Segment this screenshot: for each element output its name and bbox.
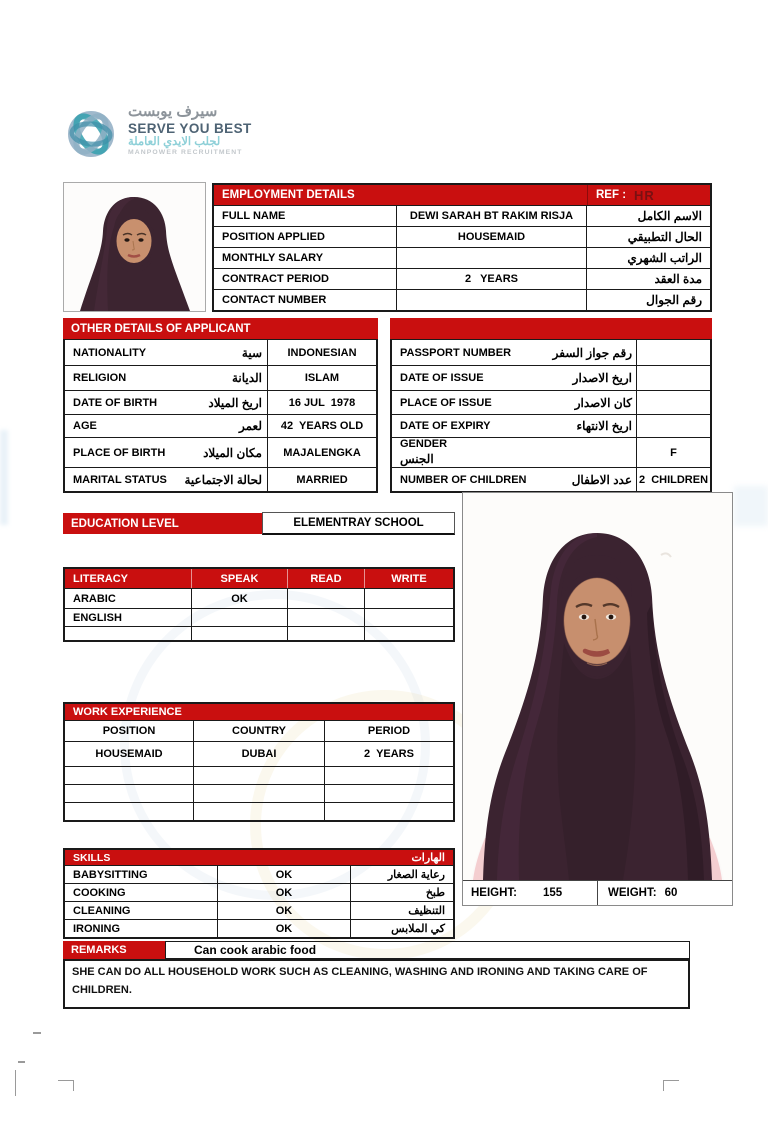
logo-arabic-tagline: لجلب الايدي العاملة <box>128 135 221 148</box>
table-row <box>392 414 710 437</box>
table-row <box>65 901 453 919</box>
field-label: FULL NAME <box>214 206 397 226</box>
column-header: PERIOD <box>367 725 411 737</box>
column-header: SPEAK <box>192 569 288 588</box>
section-title: SKILLS <box>73 851 111 864</box>
field-value: 42 YEARS OLD <box>280 420 364 432</box>
field-label: PASSPORT NUMBER <box>400 346 512 359</box>
scan-mark <box>33 1032 41 1034</box>
column-header-row <box>65 720 453 741</box>
field-label: DATE OF BIRTH <box>73 396 158 409</box>
table-row <box>392 365 710 390</box>
table-row <box>65 365 376 390</box>
field-value: F <box>670 446 677 459</box>
crop-mark <box>58 1080 74 1091</box>
field-label-arabic: كان الاصدار <box>574 395 632 410</box>
education-label: EDUCATION LEVEL <box>71 517 179 530</box>
field-label: NATIONALITY <box>73 346 147 359</box>
column-header: LITERACY <box>65 569 192 588</box>
cell <box>325 803 453 820</box>
table-row <box>65 802 453 820</box>
field-label: PLACE OF ISSUE <box>400 396 492 409</box>
field-label-arabic: اريخ الاصدار <box>572 371 632 385</box>
field-label: DATE OF EXPIRY <box>400 420 491 432</box>
field-value: 2 YEARS <box>397 269 587 289</box>
cell <box>288 627 365 640</box>
logo-arabic-name: سيرف يوبست <box>128 103 218 120</box>
field-label: NUMBER OF CHILDREN <box>400 473 527 486</box>
table-row <box>65 467 376 491</box>
field-label: MONTHLY SALARY <box>214 248 397 268</box>
cell <box>65 785 194 802</box>
field-label-arabic: الاسم الكامل <box>637 209 702 223</box>
table-row <box>65 340 376 365</box>
literacy-header-row <box>65 569 453 588</box>
field-value: DEWI SARAH BT RAKIM RISJA <box>397 206 587 226</box>
cell: HOUSEMAID <box>65 742 194 766</box>
scan-mark <box>15 1070 16 1096</box>
table-row <box>65 437 376 467</box>
height-label: HEIGHT: <box>471 887 517 899</box>
cell: OK <box>192 589 288 608</box>
field-label: CONTRACT PERIOD <box>214 269 397 289</box>
crop-mark <box>663 1080 679 1091</box>
field-label: DATE OF ISSUE <box>400 372 484 384</box>
scan-smudge <box>0 430 8 525</box>
literacy-table <box>63 567 455 642</box>
table-row <box>392 340 710 365</box>
field-value: MARRIED <box>296 473 348 486</box>
field-value: HOUSEMAID <box>397 227 587 247</box>
skill-label: COOKING <box>65 884 218 901</box>
cell: DUBAI <box>194 742 325 766</box>
field-label: MARITAL STATUS <box>73 473 167 486</box>
column-header: WRITE <box>391 572 427 585</box>
field-label-arabic: الحال التطبيقي <box>627 230 702 244</box>
table-row <box>65 766 453 784</box>
table-row <box>392 437 710 467</box>
work-experience-header <box>65 704 453 720</box>
scan-mark <box>18 1061 25 1063</box>
cell <box>288 609 365 626</box>
field-label-arabic: لحالة الاجتماعية <box>184 472 262 487</box>
field-label: RELIGION <box>73 372 127 384</box>
cell <box>365 589 453 608</box>
skill-label: CLEANING <box>65 902 218 919</box>
ref-label: REF : <box>596 189 627 201</box>
column-header: POSITION <box>65 721 194 741</box>
skill-value: OK <box>218 902 351 919</box>
other-details-header-right <box>390 318 712 339</box>
skill-label-arabic: التنظيف <box>408 905 445 917</box>
column-header: READ <box>288 569 365 588</box>
other-details-title: OTHER DETAILS OF APPLICANT <box>71 322 251 335</box>
field-label-arabic: الديانة <box>231 371 262 385</box>
cell <box>288 589 365 608</box>
cell: ENGLISH <box>65 609 192 626</box>
height-value: 155 <box>543 887 563 899</box>
skill-label-arabic: طبخ <box>425 887 445 899</box>
remarks-header <box>63 941 690 959</box>
remarks-label: REMARKS <box>63 941 165 959</box>
field-value <box>637 415 710 437</box>
field-value <box>637 366 710 390</box>
cell <box>325 785 453 802</box>
table-row <box>65 608 453 626</box>
table-row <box>214 205 710 226</box>
cell <box>194 767 325 784</box>
field-label: PLACE OF BIRTH <box>73 446 166 459</box>
employment-title: EMPLOYMENT DETAILS <box>222 189 355 201</box>
applicant-photo-panel <box>462 492 733 906</box>
table-row <box>392 390 710 414</box>
field-label: CONTACT NUMBER <box>214 290 397 310</box>
table-row <box>65 784 453 802</box>
agency-logo <box>64 104 252 167</box>
field-label-arabic: رقم الجوال <box>646 293 702 307</box>
field-label: AGE <box>73 420 97 432</box>
ref-value: HR <box>634 187 655 203</box>
scan-smudge <box>734 486 768 526</box>
skills-table <box>63 848 455 939</box>
column-header: COUNTRY <box>194 721 325 741</box>
field-label-arabic: الراتب الشهري <box>627 251 702 265</box>
cell: 2 YEARS <box>364 748 414 760</box>
table-row <box>214 226 710 247</box>
other-details-header <box>63 318 378 339</box>
field-label-arabic: رقم جواز السفر <box>552 345 632 360</box>
skill-value: OK <box>218 866 351 883</box>
table-row <box>214 268 710 289</box>
skill-label: BABYSITTING <box>65 866 218 883</box>
remarks-body <box>63 959 690 1009</box>
field-label-arabic: سية <box>241 345 262 360</box>
field-label: POSITION APPLIED <box>214 227 397 247</box>
table-row <box>392 467 710 491</box>
table-row <box>214 247 710 268</box>
globe-knot-icon <box>64 104 120 167</box>
skill-value: OK <box>218 920 351 937</box>
field-label-arabic: عدد الاطفال <box>571 472 632 487</box>
field-value <box>397 290 587 310</box>
field-value <box>637 340 710 365</box>
table-row <box>65 626 453 640</box>
table-row <box>65 883 453 901</box>
remarks-text: SHE CAN DO ALL HOUSEHOLD WORK SUCH AS CLEANING, WASHING AND IRONING AND TAKING CARE OF CHILDREN. <box>72 966 648 996</box>
cell <box>65 627 192 640</box>
other-details-left-table <box>63 339 378 493</box>
table-row <box>65 919 453 937</box>
cell <box>365 609 453 626</box>
cell <box>65 803 194 820</box>
weight-value: 60 <box>664 887 678 899</box>
field-label-arabic: لعمر <box>238 419 262 433</box>
field-label-arabic: الجنس <box>400 451 434 466</box>
cell <box>325 767 453 784</box>
field-value: ISLAM <box>304 372 340 384</box>
field-value <box>397 248 587 268</box>
field-label-arabic: اريخ الانتهاء <box>576 419 632 433</box>
field-value: 2 CHILDREN <box>638 473 709 486</box>
logo-tagline: MANPOWER RECRUITMENT <box>128 148 243 156</box>
applicant-photo-large <box>463 493 732 880</box>
skill-label: IRONING <box>65 920 218 937</box>
cell <box>65 767 194 784</box>
skill-label-arabic: رعاية الصغار <box>387 869 445 881</box>
cell <box>192 627 288 640</box>
table-row <box>65 414 376 437</box>
employment-details-table <box>212 183 712 312</box>
field-value <box>637 391 710 414</box>
table-row <box>65 741 453 766</box>
field-value: MAJALENGKA <box>283 446 361 459</box>
cell: ARABIC <box>65 589 192 608</box>
field-value: ELEMENTRAY SCHOOL <box>293 517 424 529</box>
table-row <box>65 390 376 414</box>
field-label: GENDER <box>400 438 448 451</box>
section-title: WORK EXPERIENCE <box>73 706 182 718</box>
skill-label-arabic: كي الملابس <box>391 923 445 935</box>
cell <box>194 785 325 802</box>
height-weight-row <box>463 880 732 905</box>
table-row <box>65 588 453 608</box>
remarks-headline: Can cook arabic food <box>165 941 690 959</box>
cell <box>194 803 325 820</box>
field-label-arabic: مكان الميلاد <box>203 445 262 460</box>
logo-name: SERVE YOU BEST <box>128 120 252 136</box>
work-experience-table <box>63 702 455 822</box>
weight-label: WEIGHT: <box>608 887 657 899</box>
cell <box>192 609 288 626</box>
other-details-right-table <box>390 339 712 493</box>
cell <box>365 627 453 640</box>
table-row <box>65 865 453 883</box>
education-level-value <box>262 512 455 535</box>
applicant-photo-small <box>63 182 206 312</box>
field-label-arabic: اريخ الميلاد <box>208 395 262 410</box>
employment-details-header <box>214 185 710 205</box>
skills-header <box>65 850 453 865</box>
table-row <box>214 289 710 310</box>
field-label-arabic: مدة العقد <box>654 272 702 286</box>
field-value: INDONESIAN <box>287 346 357 359</box>
education-level-header <box>63 513 262 534</box>
skill-value: OK <box>218 884 351 901</box>
field-value: 16 JUL 1978 <box>288 396 356 409</box>
section-title-arabic: الهارات <box>411 852 445 864</box>
